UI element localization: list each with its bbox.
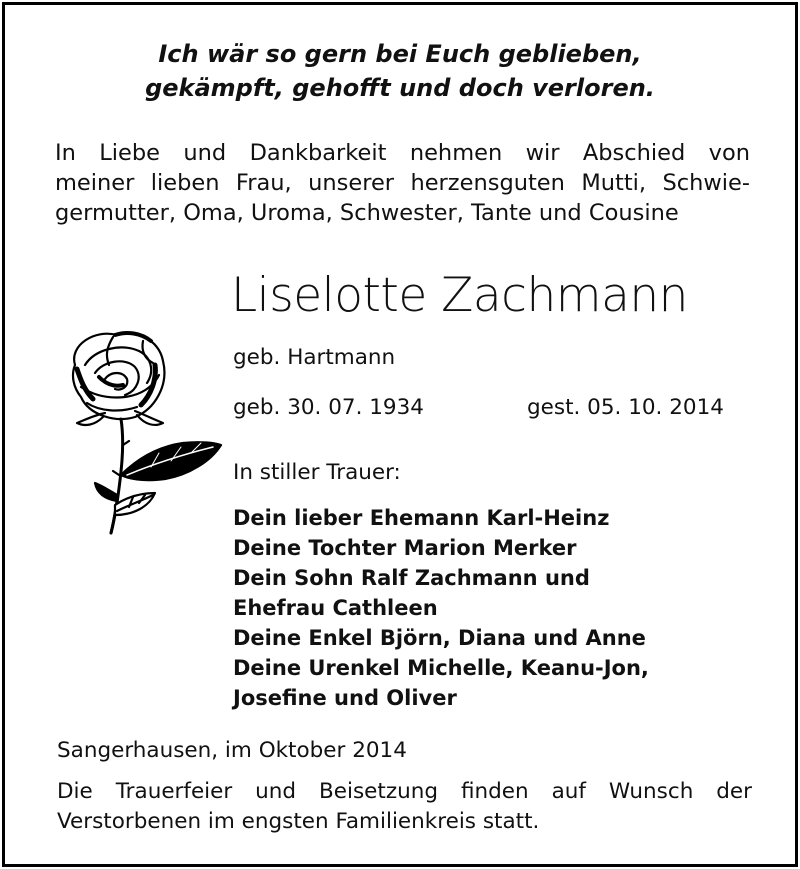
funeral-notice — [57, 777, 752, 837]
mourner-line: Deine Tochter Marion Merker — [233, 536, 577, 560]
mourner-line: Deine Urenkel Michelle, Keanu-Jon, — [233, 656, 649, 680]
mourners-list — [233, 503, 649, 713]
quote-line-2: gekämpft, gehofft und doch verloren. — [145, 74, 655, 102]
mourner-line: Josefine und Oliver — [233, 686, 457, 710]
obituary-frame — [2, 2, 798, 867]
mourner-line: Dein Sohn Ralf Zachmann und — [233, 566, 590, 590]
intro-line-3: germutter, Oma, Uroma, Schwester, Tante und Cousine — [55, 200, 679, 226]
maiden-name: geb. Hartmann — [233, 345, 396, 370]
quote-line-1: Ich wär so gern bei Euch geblieben, — [158, 40, 642, 68]
birth-date: geb. 30. 07. 1934 — [233, 395, 424, 420]
death-date: gest. 05. 10. 2014 — [527, 395, 724, 420]
place-date: Sangerhausen, im Oktober 2014 — [57, 738, 407, 763]
notice-line-1: Die Trauerfeier und Beisetzung finden auf Wunsch der — [57, 779, 752, 804]
intro-line-2: meiner lieben Frau, unserer herzensguten Mutti, Schwie- — [55, 170, 750, 196]
intro-line-1: In Liebe und Dankbarkeit nehmen wir Abschied von — [55, 140, 750, 166]
mourner-line: Deine Enkel Björn, Diana und Anne — [233, 626, 646, 650]
rose-icon — [55, 325, 225, 535]
mourner-line: Dein lieber Ehemann Karl-Heinz — [233, 506, 610, 530]
deceased-name: Liselotte Zachmann — [231, 268, 688, 323]
mourners-heading: In stiller Trauer: — [233, 460, 401, 485]
notice-line-2: Verstorbenen im engsten Familienkreis statt. — [57, 809, 540, 834]
mourner-line: Ehefrau Cathleen — [233, 596, 438, 620]
